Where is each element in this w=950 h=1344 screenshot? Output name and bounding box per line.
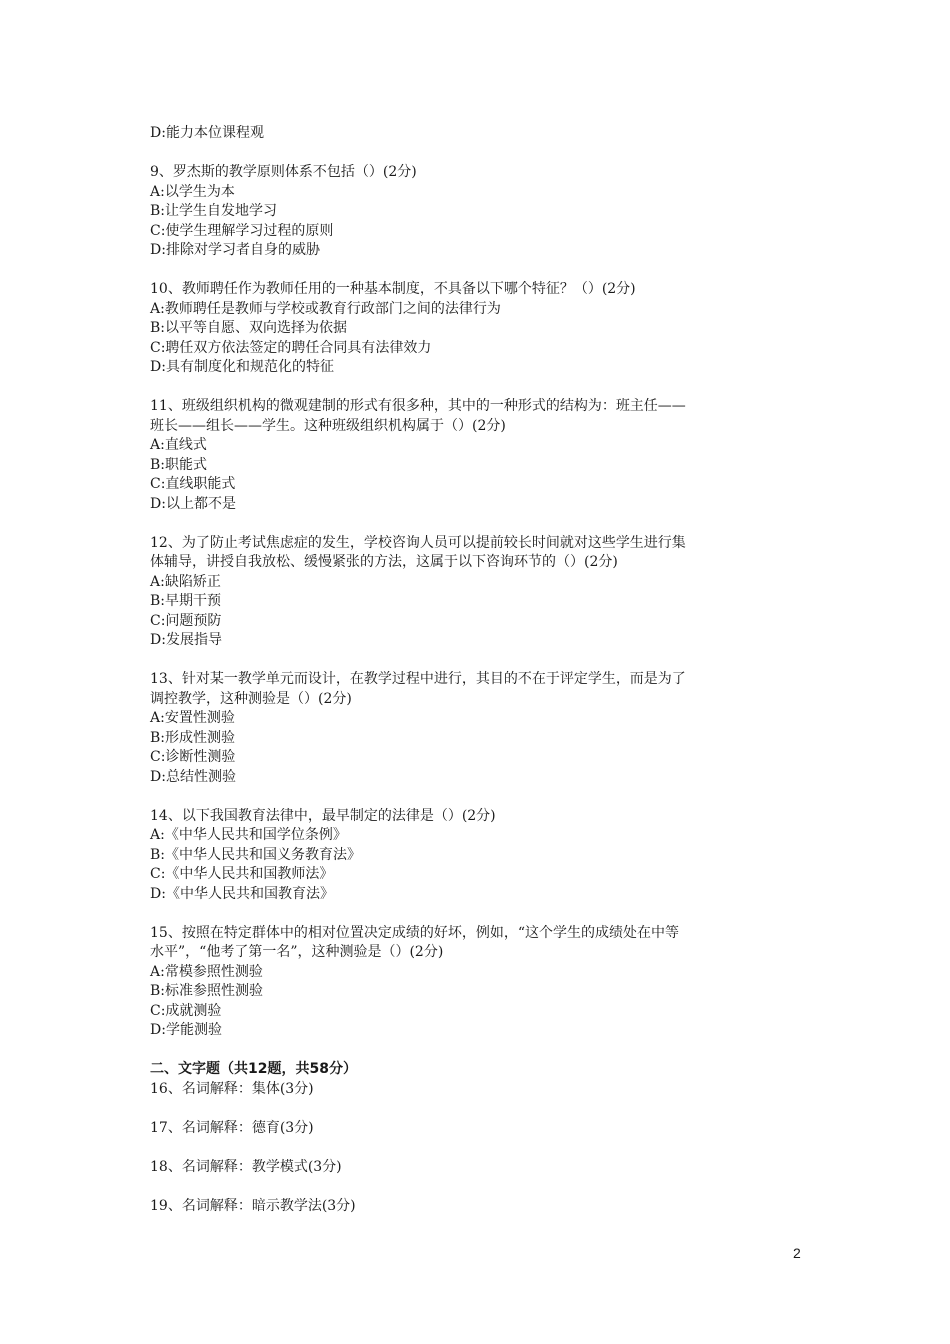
question-stem-line-2: 班长——组长——学生。这种班级组织机构属于（）(2分) xyxy=(150,417,506,434)
option-d: D:具有制度化和规范化的特征 xyxy=(150,359,334,375)
option-a: A:缺陷矫正 xyxy=(150,573,221,590)
question-stem-line-1: 15、按照在特定群体中的相对位置决定成绩的好坏，例如，“这个学生的成绩处在中等 xyxy=(150,924,679,941)
question-stem: 9、罗杰斯的教学原则体系不包括（）(2分) xyxy=(150,164,417,180)
q8-option-d: D:能力本位课程观 xyxy=(150,125,264,141)
option-b: B:以平等自愿、双向选择为依据 xyxy=(150,320,348,336)
question-17: 17、名词解释：德育(3分) xyxy=(150,1119,314,1136)
question-stem: 10、教师聘任作为教师任用的一种基本制度，不具备以下哪个特征？（）(2分) xyxy=(150,281,636,297)
question-16: 16、名词解释：集体(3分) xyxy=(150,1080,314,1097)
option-b: B:《中华人民共和国义务教育法》 xyxy=(150,846,362,863)
option-d: D:学能测验 xyxy=(150,1022,222,1038)
option-b: B:标准参照性测验 xyxy=(150,983,264,999)
question-18: 18、名词解释：教学模式(3分) xyxy=(150,1158,342,1175)
option-c: C:《中华人民共和国教师法》 xyxy=(150,866,334,882)
option-c: C:直线职能式 xyxy=(150,476,236,492)
question-stem-line-1: 13、针对某一教学单元而设计，在教学过程中进行，其目的不在于评定学生，而是为了 xyxy=(150,671,686,687)
question-9 xyxy=(150,163,810,261)
option-a: A:常模参照性测验 xyxy=(150,963,263,980)
option-c: C:使学生理解学习过程的原则 xyxy=(150,222,334,239)
question-19: 19、名词解释：暗示教学法(3分) xyxy=(150,1197,356,1214)
option-b: B:形成性测验 xyxy=(150,729,236,746)
question-14 xyxy=(150,807,810,905)
option-d: D:排除对学习者自身的威胁 xyxy=(150,242,320,258)
question-stem-line-2: 体辅导，讲授自我放松、缓慢紧张的方法，这属于以下咨询环节的（）(2分) xyxy=(150,554,618,570)
option-c: C:聘任双方依法签定的聘任合同具有法律效力 xyxy=(150,339,432,356)
option-b: B:早期干预 xyxy=(150,593,222,609)
section-2 xyxy=(150,1060,810,1216)
question-stem-line-1: 11、班级组织机构的微观建制的形式有很多种，其中的一种形式的结构为：班主任—— xyxy=(150,398,686,414)
page-number: 2 xyxy=(793,1245,801,1261)
question-stem: 14、以下我国教育法律中，最早制定的法律是（）(2分) xyxy=(150,807,496,824)
option-b: B:让学生自发地学习 xyxy=(150,203,278,219)
question-15 xyxy=(150,924,810,1041)
option-b: B:职能式 xyxy=(150,456,208,473)
question-stem-line-2: 调控教学，这种测验是（）(2分) xyxy=(150,690,352,707)
option-a: A:教师聘任是教师与学校或教育行政部门之间的法律行为 xyxy=(150,300,501,317)
option-a: A:安置性测验 xyxy=(150,710,235,726)
question-12 xyxy=(150,534,810,651)
option-d: D:总结性测验 xyxy=(150,768,236,785)
option-a: A:直线式 xyxy=(150,437,207,453)
option-d: D:以上都不是 xyxy=(150,495,236,512)
option-c: C:诊断性测验 xyxy=(150,749,236,765)
page-content xyxy=(150,124,810,1216)
section-title: 二、文字题（共12题，共58分） xyxy=(150,1061,357,1077)
question-10 xyxy=(150,280,810,378)
option-c: C:问题预防 xyxy=(150,612,222,629)
option-c: C:成就测验 xyxy=(150,1002,222,1019)
option-d: D:《中华人民共和国教育法》 xyxy=(150,885,334,902)
question-stem-line-2: 水平”，“他考了第一名”，这种测验是（）(2分) xyxy=(150,944,444,960)
option-d: D:发展指导 xyxy=(150,632,222,648)
question-11 xyxy=(150,397,810,514)
question-stem-line-1: 12、为了防止考试焦虑症的发生，学校咨询人员可以提前较长时间就对这些学生进行集 xyxy=(150,534,686,551)
question-13 xyxy=(150,670,810,787)
option-a: A:《中华人民共和国学位条例》 xyxy=(150,827,347,843)
option-a: A:以学生为本 xyxy=(150,183,235,200)
